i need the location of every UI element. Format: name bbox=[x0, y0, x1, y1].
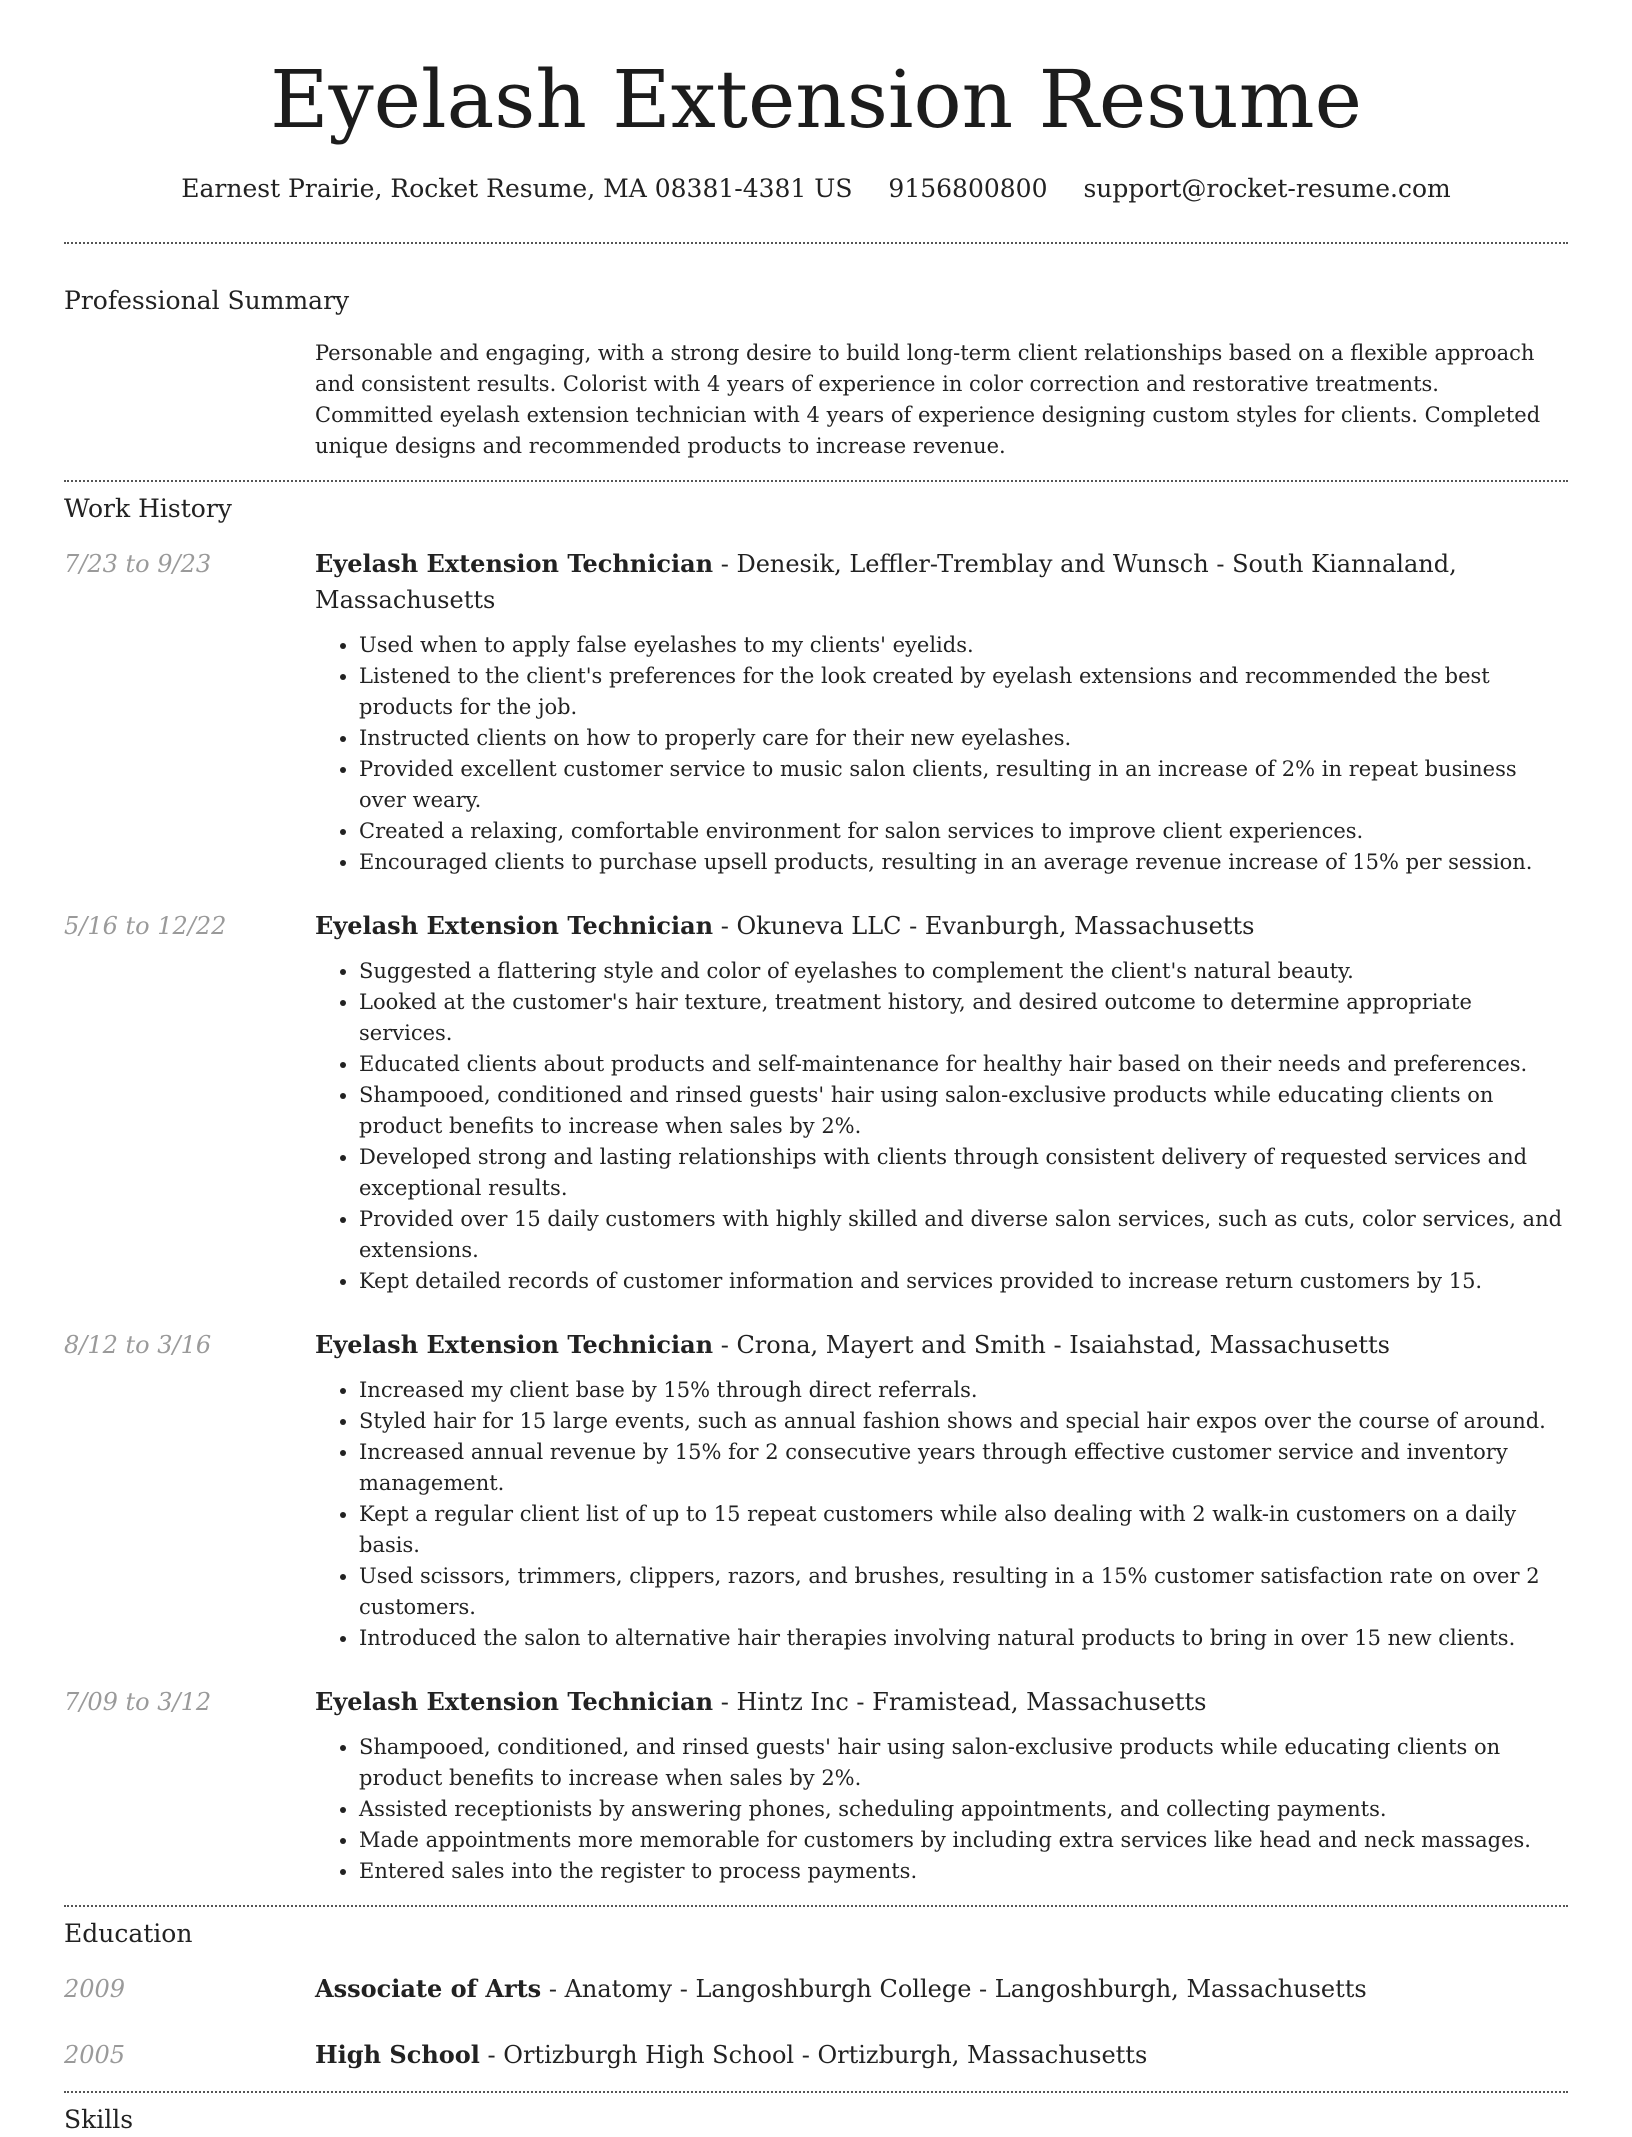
duty-item: • Provided excellent customer service to music salon clients, resulting in an increase of 2% in repeat business over weary. bbox=[359, 754, 1568, 816]
duty-item: • Developed strong and lasting relationships with clients through consistent delivery of requested services and exceptional results. bbox=[359, 1142, 1568, 1204]
job-duties bbox=[315, 630, 1568, 878]
job-role: Eyelash Extension Technician bbox=[315, 1330, 714, 1359]
job-dates: 5/16 to 12/22 bbox=[64, 912, 227, 940]
job-entry bbox=[64, 908, 1568, 1297]
contact-address: Earnest Prairie, Rocket Resume, MA 08381-4381 US bbox=[181, 174, 853, 203]
job-title bbox=[315, 1327, 1568, 1363]
education-entry bbox=[64, 2037, 1568, 2073]
section-divider bbox=[64, 2091, 1568, 2093]
duty-item: • Suggested a flattering style and color of eyelashes to complement the client's natural beauty. bbox=[359, 956, 1568, 987]
duty-item: • Increased my client base by 15% through direct referrals. bbox=[359, 1375, 1568, 1406]
job-dates: 8/12 to 3/16 bbox=[64, 1331, 212, 1359]
education-year: 2009 bbox=[64, 1975, 126, 2003]
contact-phone: 9156800800 bbox=[888, 174, 1048, 203]
duty-item: • Kept a regular client list of up to 15 repeat customers while also dealing with 2 walk-in customers on a daily basis. bbox=[359, 1499, 1568, 1561]
duty-item: • Assisted receptionists by answering phones, scheduling appointments, and collecting payments. bbox=[359, 1794, 1568, 1825]
work-history-heading: Work History bbox=[64, 494, 232, 523]
job-duties bbox=[315, 1375, 1568, 1654]
job-employer: - Hintz Inc - Framistead, Massachusetts bbox=[713, 1688, 1207, 1716]
duty-item: • Provided over 15 daily customers with highly skilled and diverse salon services, such as cuts, color services, and extensions. bbox=[359, 1204, 1568, 1266]
duty-item: • Encouraged clients to purchase upsell products, resulting in an average revenue increase of 15% per session. bbox=[359, 847, 1568, 878]
duty-item: • Looked at the customer's hair texture, treatment history, and desired outcome to determine appropriate services. bbox=[359, 987, 1568, 1049]
section-divider bbox=[64, 1905, 1568, 1907]
duty-item: • Instructed clients on how to properly care for their new eyelashes. bbox=[359, 723, 1568, 754]
job-entry bbox=[64, 1684, 1568, 1887]
education-school: - Anatomy - Langoshburgh College - Langoshburgh, Massachusetts bbox=[541, 1975, 1367, 2003]
duty-item: • Used when to apply false eyelashes to my clients' eyelids. bbox=[359, 630, 1568, 661]
resume-page bbox=[64, 0, 1568, 2137]
duty-item: • Increased annual revenue by 15% for 2 consecutive years through effective customer service and inventory management. bbox=[359, 1437, 1568, 1499]
duty-item: • Listened to the client's preferences for the look created by eyelash extensions and recommended the best products for the job. bbox=[359, 661, 1568, 723]
duty-item: • Styled hair for 15 large events, such as annual fashion shows and special hair expos over the course of around. bbox=[359, 1406, 1568, 1437]
contact-line bbox=[64, 172, 1568, 206]
work-history-list bbox=[64, 546, 1568, 1887]
job-entry bbox=[64, 546, 1568, 878]
duty-item: • Created a relaxing, comfortable environment for salon services to improve client experiences. bbox=[359, 816, 1568, 847]
job-title bbox=[315, 908, 1568, 944]
job-body bbox=[315, 908, 1568, 1297]
job-dates: 7/23 to 9/23 bbox=[64, 550, 212, 578]
duty-item: • Shampooed, conditioned and rinsed guests' hair using salon-exclusive products while educating clients on product benefits to increase when sales by 2%. bbox=[359, 1080, 1568, 1142]
skills-heading: Skills bbox=[64, 2105, 134, 2134]
resume-title: Eyelash Extension Resume bbox=[270, 53, 1362, 146]
education-heading: Education bbox=[64, 1919, 193, 1948]
education-entry bbox=[64, 1971, 1568, 2007]
job-employer: - Denesik, Leffler-Tremblay and Wunsch - South Kiannaland, Massachusetts bbox=[315, 550, 1457, 614]
summary-heading: Professional Summary bbox=[64, 286, 350, 315]
duty-item: • Kept detailed records of customer information and services provided to increase return customers by 15. bbox=[359, 1266, 1568, 1297]
contact-email: support@rocket-resume.com bbox=[1083, 174, 1451, 203]
education-detail bbox=[315, 1971, 1367, 2007]
education-detail bbox=[315, 2037, 1147, 2073]
job-role: Eyelash Extension Technician bbox=[315, 911, 714, 940]
job-duties bbox=[315, 1732, 1568, 1887]
duty-item: • Made appointments more memorable for customers by including extra services like head and neck massages. bbox=[359, 1825, 1568, 1856]
job-title bbox=[315, 1684, 1568, 1720]
job-title bbox=[315, 546, 1568, 618]
education-school: - Ortizburgh High School - Ortizburgh, Massachusetts bbox=[479, 2041, 1148, 2069]
duty-item: • Used scissors, trimmers, clippers, razors, and brushes, resulting in a 15% customer satisfaction rate on over 2 customers. bbox=[359, 1561, 1568, 1623]
job-body bbox=[315, 1327, 1568, 1654]
duty-item: • Entered sales into the register to process payments. bbox=[359, 1856, 1568, 1887]
job-body bbox=[315, 546, 1568, 878]
duty-item: • Shampooed, conditioned, and rinsed guests' hair using salon-exclusive products while educating clients on product benefits to increase when sales by 2%. bbox=[359, 1732, 1568, 1794]
job-duties bbox=[315, 956, 1568, 1297]
section-divider bbox=[64, 480, 1568, 482]
education-list bbox=[64, 1971, 1568, 2073]
job-role: Eyelash Extension Technician bbox=[315, 549, 714, 578]
job-entry bbox=[64, 1327, 1568, 1654]
duty-item: • Educated clients about products and self-maintenance for healthy hair based on their needs and preferences. bbox=[359, 1049, 1568, 1080]
education-year: 2005 bbox=[64, 2041, 126, 2069]
section-divider bbox=[64, 242, 1568, 244]
job-employer: - Crona, Mayert and Smith - Isaiahstad, Massachusetts bbox=[713, 1331, 1390, 1359]
education-degree: Associate of Arts bbox=[315, 1974, 542, 2003]
job-body bbox=[315, 1684, 1568, 1887]
job-employer: - Okuneva LLC - Evanburgh, Massachusetts bbox=[713, 912, 1255, 940]
summary-text: Personable and engaging, with a strong desire to build long-term client relationships based on a flexible approach and consistent results. Colorist with 4 years of experience in color correction and restorative treatments. Committed eyelash extension technician with 4 years of experience designing custom styles for clients. Completed unique designs and recommended products to increase revenue. bbox=[315, 341, 1541, 458]
duty-item: • Introduced the salon to alternative hair therapies involving natural products to bring in over 15 new clients. bbox=[359, 1623, 1568, 1654]
job-dates: 7/09 to 3/12 bbox=[64, 1688, 212, 1716]
education-degree: High School bbox=[315, 2040, 480, 2069]
job-role: Eyelash Extension Technician bbox=[315, 1687, 714, 1716]
